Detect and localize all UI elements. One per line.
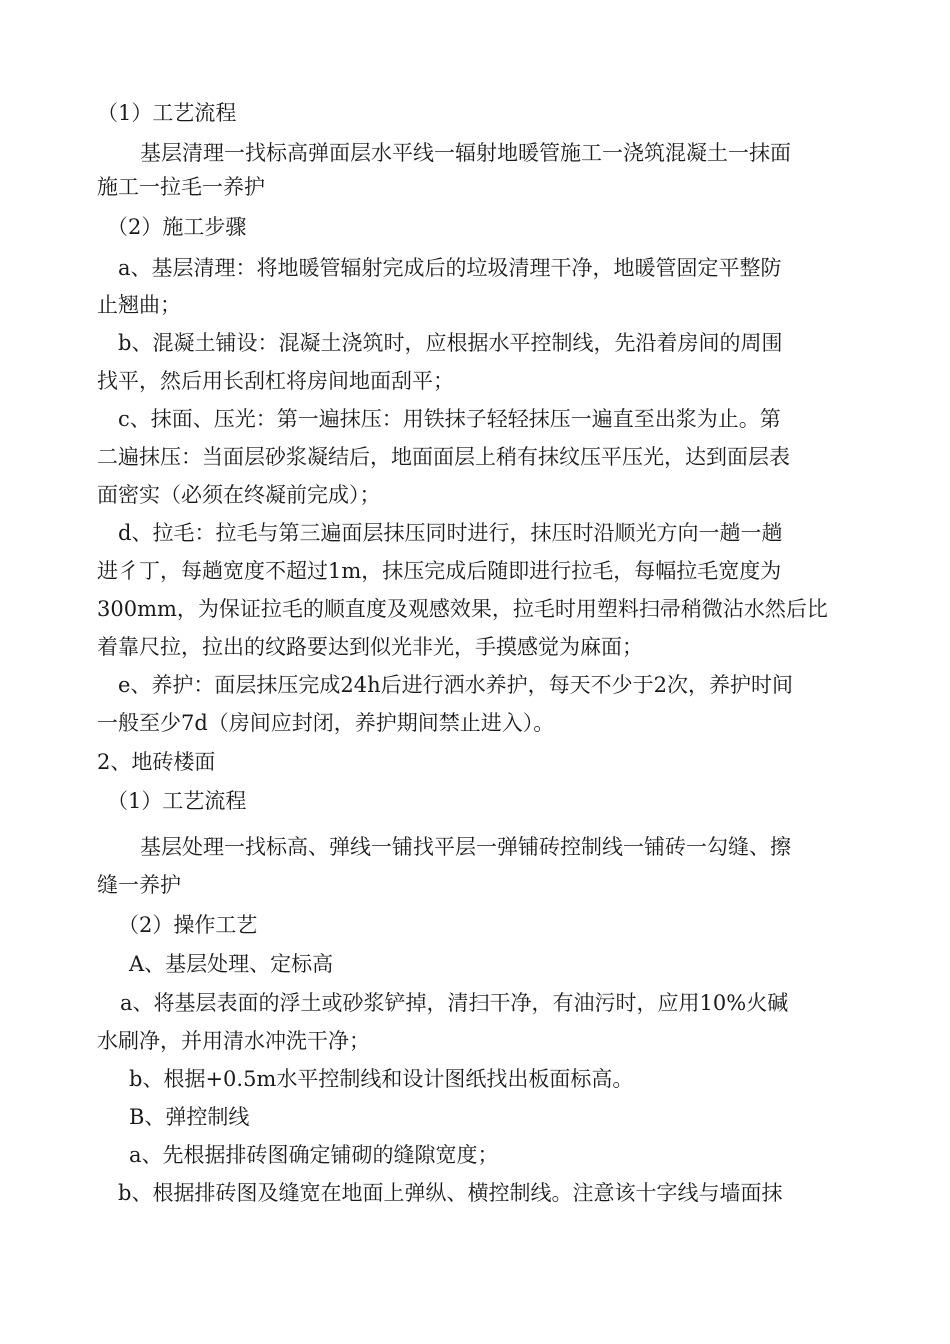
heading-construction-steps: （2）施工步骤 — [107, 215, 247, 239]
paragraph-line: b、混凝土铺设：混凝土浇筑时，应根据水平控制线，先沿着房间的周围 — [118, 331, 783, 355]
heading-process-flow: （1）工艺流程 — [97, 101, 237, 125]
paragraph-line: b、根据+0.5m水平控制线和设计图纸找出板面标高。 — [129, 1067, 634, 1091]
paragraph-line: a、基层清理：将地暖管辐射完成后的垃圾清理干净，地暖管固定平整防 — [118, 256, 782, 280]
paragraph-line: c、抹面、压光：第一遍抹压：用铁抹子轻轻抹压一遍直至出浆为止。第 — [118, 407, 781, 431]
paragraph-line: 找平，然后用长刮杠将房间地面刮平； — [97, 369, 454, 393]
paragraph-line: 缝一养护 — [97, 873, 181, 897]
paragraph-line: 着靠尺拉，拉出的纹路要达到似光非光，手摸感觉为麻面； — [97, 635, 643, 659]
section-heading-tile-floor: 2、地砖楼面 — [97, 750, 216, 774]
paragraph-line: d、拉毛：拉毛与第三遍面层抹压同时进行，抹压时沿顺光方向一趟一趟 — [118, 521, 783, 545]
heading-process-flow: （1）工艺流程 — [107, 789, 247, 813]
heading-operation-process: （2）操作工艺 — [118, 913, 258, 937]
paragraph-line: 基层清理一找标高弹面层水平线一辐射地暖管施工一浇筑混凝土一抹面 — [140, 141, 791, 165]
paragraph-line: 面密实（必须在终凝前完成）； — [97, 483, 381, 507]
paragraph-line: a、将基层表面的浮土或砂浆铲掉，清扫干净，有油污时，应用10%火碱 — [120, 991, 789, 1015]
paragraph-line: 二遍抹压：当面层砂浆凝结后，地面面层上稍有抹纹压平压光，达到面层表 — [97, 445, 790, 469]
paragraph-line: e、养护：面层抹压完成24h后进行洒水养护，每天不少于2次，养护时间 — [118, 673, 794, 697]
paragraph-line: b、根据排砖图及缝宽在地面上弹纵、横控制线。注意该十字线与墙面抹 — [118, 1181, 783, 1205]
paragraph-line: 止翘曲； — [97, 293, 181, 317]
paragraph-line: 基层处理一找标高、弹线一铺找平层一弹铺砖控制线一铺砖一勾缝、擦 — [140, 835, 791, 859]
paragraph-line: 一般至少7d（房间应封闭，养护期间禁止进入）。 — [97, 711, 555, 735]
subheading: A、基层处理、定标高 — [129, 952, 334, 976]
paragraph-line: 水刷净，并用清水冲洗干净； — [97, 1029, 370, 1053]
subheading: B、弹控制线 — [129, 1105, 250, 1129]
paragraph-line: a、先根据排砖图确定铺砌的缝隙宽度； — [129, 1143, 499, 1167]
paragraph-line: 施工一拉毛一养护 — [97, 175, 265, 199]
paragraph-line: 进彳丁，每趟宽度不超过1m，抹压完成后随即进行拉毛，每幅拉毛宽度为 — [97, 559, 782, 583]
paragraph-line: 300mm，为保证拉毛的顺直度及观感效果，拉毛时用塑料扫帚稍微沾水然后比 — [97, 597, 828, 621]
